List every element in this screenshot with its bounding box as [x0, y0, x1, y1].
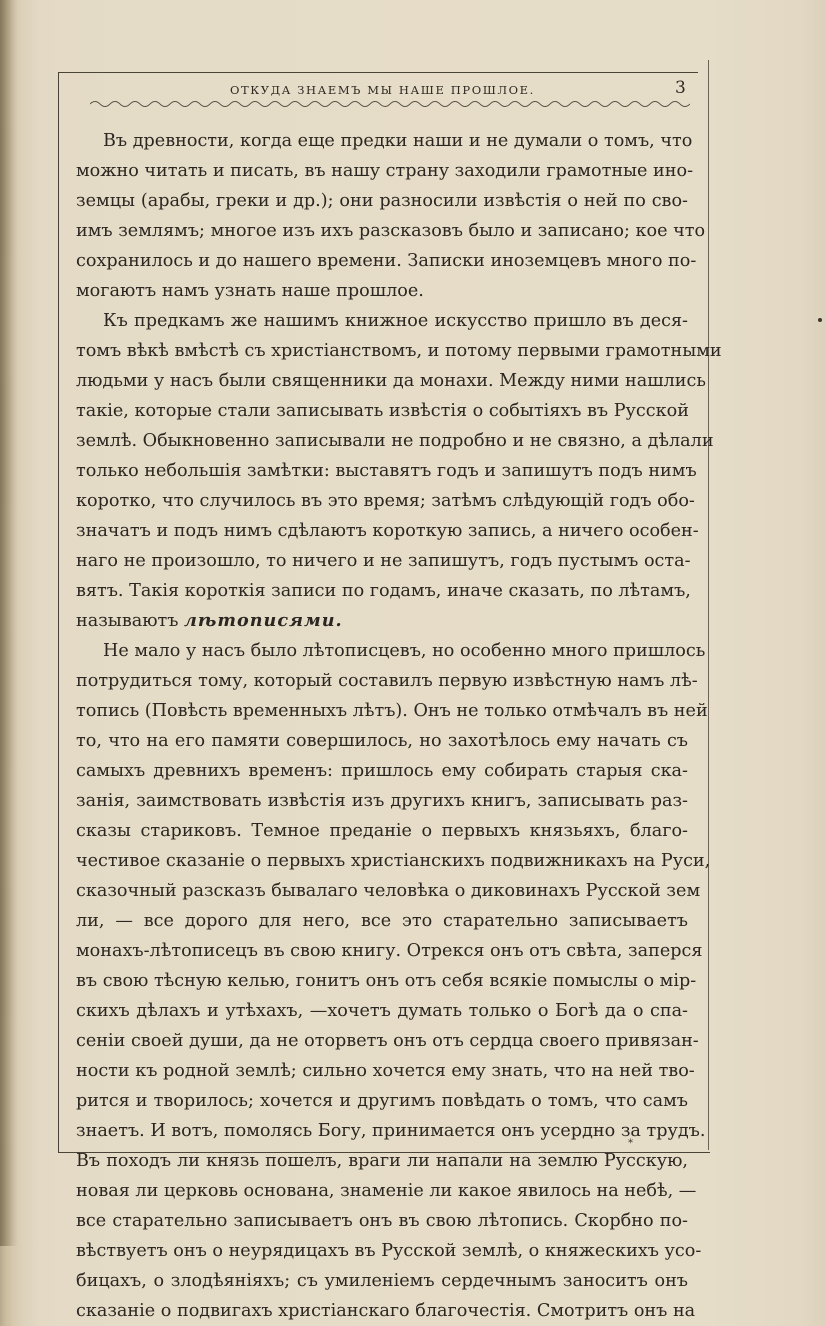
frame-right-rule: [708, 60, 709, 1150]
text-segment: называютъ: [76, 611, 179, 631]
italic-term: лѣтописями.: [184, 610, 343, 631]
text-line: имъ землямъ; многое изъ ихъ разсказовъ было и записано; кое что: [76, 221, 706, 241]
text-line: потрудиться тому, который составилъ первую извѣстную намъ лѣ-: [76, 671, 698, 691]
text-line: знаетъ. И вотъ, помолясь Богу, принимается онъ усердно за трудъ.: [76, 1121, 706, 1141]
header-rule: [58, 72, 698, 73]
text-line: рится и творилось; хочется и другимъ повѣдать о томъ, что самъ: [76, 1091, 688, 1111]
frame-left-rule: [58, 72, 59, 1152]
running-title: ОТКУДА ЗНАЕМЪ МЫ НАШЕ ПРОШЛОЕ.: [230, 83, 535, 97]
signature-mark: *: [628, 1138, 633, 1149]
text-line: Къ предкамъ же нашимъ книжное искусство пришло въ деся-: [103, 311, 688, 331]
text-line: томъ вѣкѣ вмѣстѣ съ христіанствомъ, и потому первыми грамотными: [76, 341, 722, 361]
text-line: значатъ и подъ нимъ сдѣлаютъ короткую запись, а ничего особен-: [76, 521, 699, 541]
text-line: топись (Повѣсть временныхъ лѣтъ). Онъ не только отмѣчалъ въ ней: [76, 701, 708, 721]
text-line: только небольшія замѣтки: выставятъ годъ и запишутъ подъ нимъ: [76, 461, 697, 481]
text-line: людьми у насъ были священники да монахи. Между ними нашлись: [76, 371, 706, 391]
text-line: сеніи своей души, да не оторветъ онъ отъ сердца своего привязан-: [76, 1031, 699, 1051]
wavy-ornament: [90, 99, 690, 109]
text-line: занія, заимствовать извѣстія изъ другихъ книгъ, записывать раз-: [76, 791, 688, 811]
text-line: такіе, которые стали записывать извѣстія о событіяхъ въ Русской: [76, 401, 689, 421]
text-line: скихъ дѣлахъ и утѣхахъ, —хочетъ думать только о Богѣ да о спа-: [76, 1001, 688, 1021]
text-line: новая ли церковь основана, знаменіе ли какое явилось на небѣ, —: [76, 1181, 697, 1201]
footer-rule: [58, 1152, 710, 1153]
text-line: сказаніе о подвигахъ христіанскаго благочестія. Смотритъ онъ на: [76, 1301, 696, 1321]
text-line: вѣствуетъ онъ о неурядицахъ въ Русской землѣ, о княжескихъ усо-: [76, 1241, 702, 1261]
text-line: ности къ родной землѣ; сильно хочется ему знать, что на ней тво-: [76, 1061, 695, 1081]
text-line: монахъ-лѣтописецъ въ свою книгу. Отрекся онъ отъ свѣта, заперся: [76, 941, 703, 961]
body-text: [76, 126, 722, 1326]
text-line: все старательно записываетъ онъ въ свою лѣтопись. Скорбно по-: [76, 1211, 688, 1231]
text-line: землѣ. Обыкновенно записывали не подробно и не связно, а дѣлали: [76, 431, 714, 451]
text-line: сохранилось и до нашего времени. Записки иноземцевъ много по-: [76, 251, 697, 271]
text-line: сказы стариковъ. Темное преданіе о первыхъ князьяхъ, благо-: [76, 821, 688, 841]
text-line: ли, — все дорого для него, все это старательно записываетъ: [76, 911, 688, 931]
text-line: Въ походъ ли князь пошелъ, враги ли напали на землю Русскую,: [76, 1151, 688, 1171]
ink-speck: [818, 318, 822, 322]
page-number: 3: [675, 78, 686, 98]
text-line: честивое сказаніе о первыхъ христіанскихъ подвижникахъ на Руси,: [76, 851, 711, 871]
text-line: могаютъ намъ узнать наше прошлое.: [76, 281, 424, 301]
text-line: самыхъ древнихъ временъ: пришлось ему собирать старыя ска-: [76, 761, 688, 781]
text-line: [76, 606, 688, 636]
text-line: коротко, что случилось въ это время; затѣмъ слѣдующій годъ обо-: [76, 491, 695, 511]
text-line: земцы (арабы, греки и др.); они разносили извѣстія о ней по сво-: [76, 191, 688, 211]
text-line: Не мало у насъ было лѣтописцевъ, но особенно много пришлось: [103, 641, 706, 661]
text-line: вятъ. Такія короткія записи по годамъ, иначе сказать, по лѣтамъ,: [76, 581, 691, 601]
text-line: можно читать и писать, въ нашу страну заходили грамотные ино-: [76, 161, 694, 181]
text-line: въ свою тѣсную келью, гонитъ онъ отъ себя всякіе помыслы о мір-: [76, 971, 697, 991]
text-line: наго не произошло, то ничего и не запишутъ, годъ пустымъ оста-: [76, 551, 691, 571]
text-line: сказочный разсказъ бывалаго человѣка о диковинахъ Русской зем: [76, 881, 701, 901]
binding-shadow: [0, 0, 18, 1246]
text-line: то, что на его памяти совершилось, но захотѣлось ему начать съ: [76, 731, 688, 751]
text-line: Въ древности, когда еще предки наши и не думали о томъ, что: [103, 131, 693, 151]
text-line: бицахъ, о злодѣяніяхъ; съ умиленіемъ сердечнымъ заноситъ онъ: [76, 1271, 688, 1291]
